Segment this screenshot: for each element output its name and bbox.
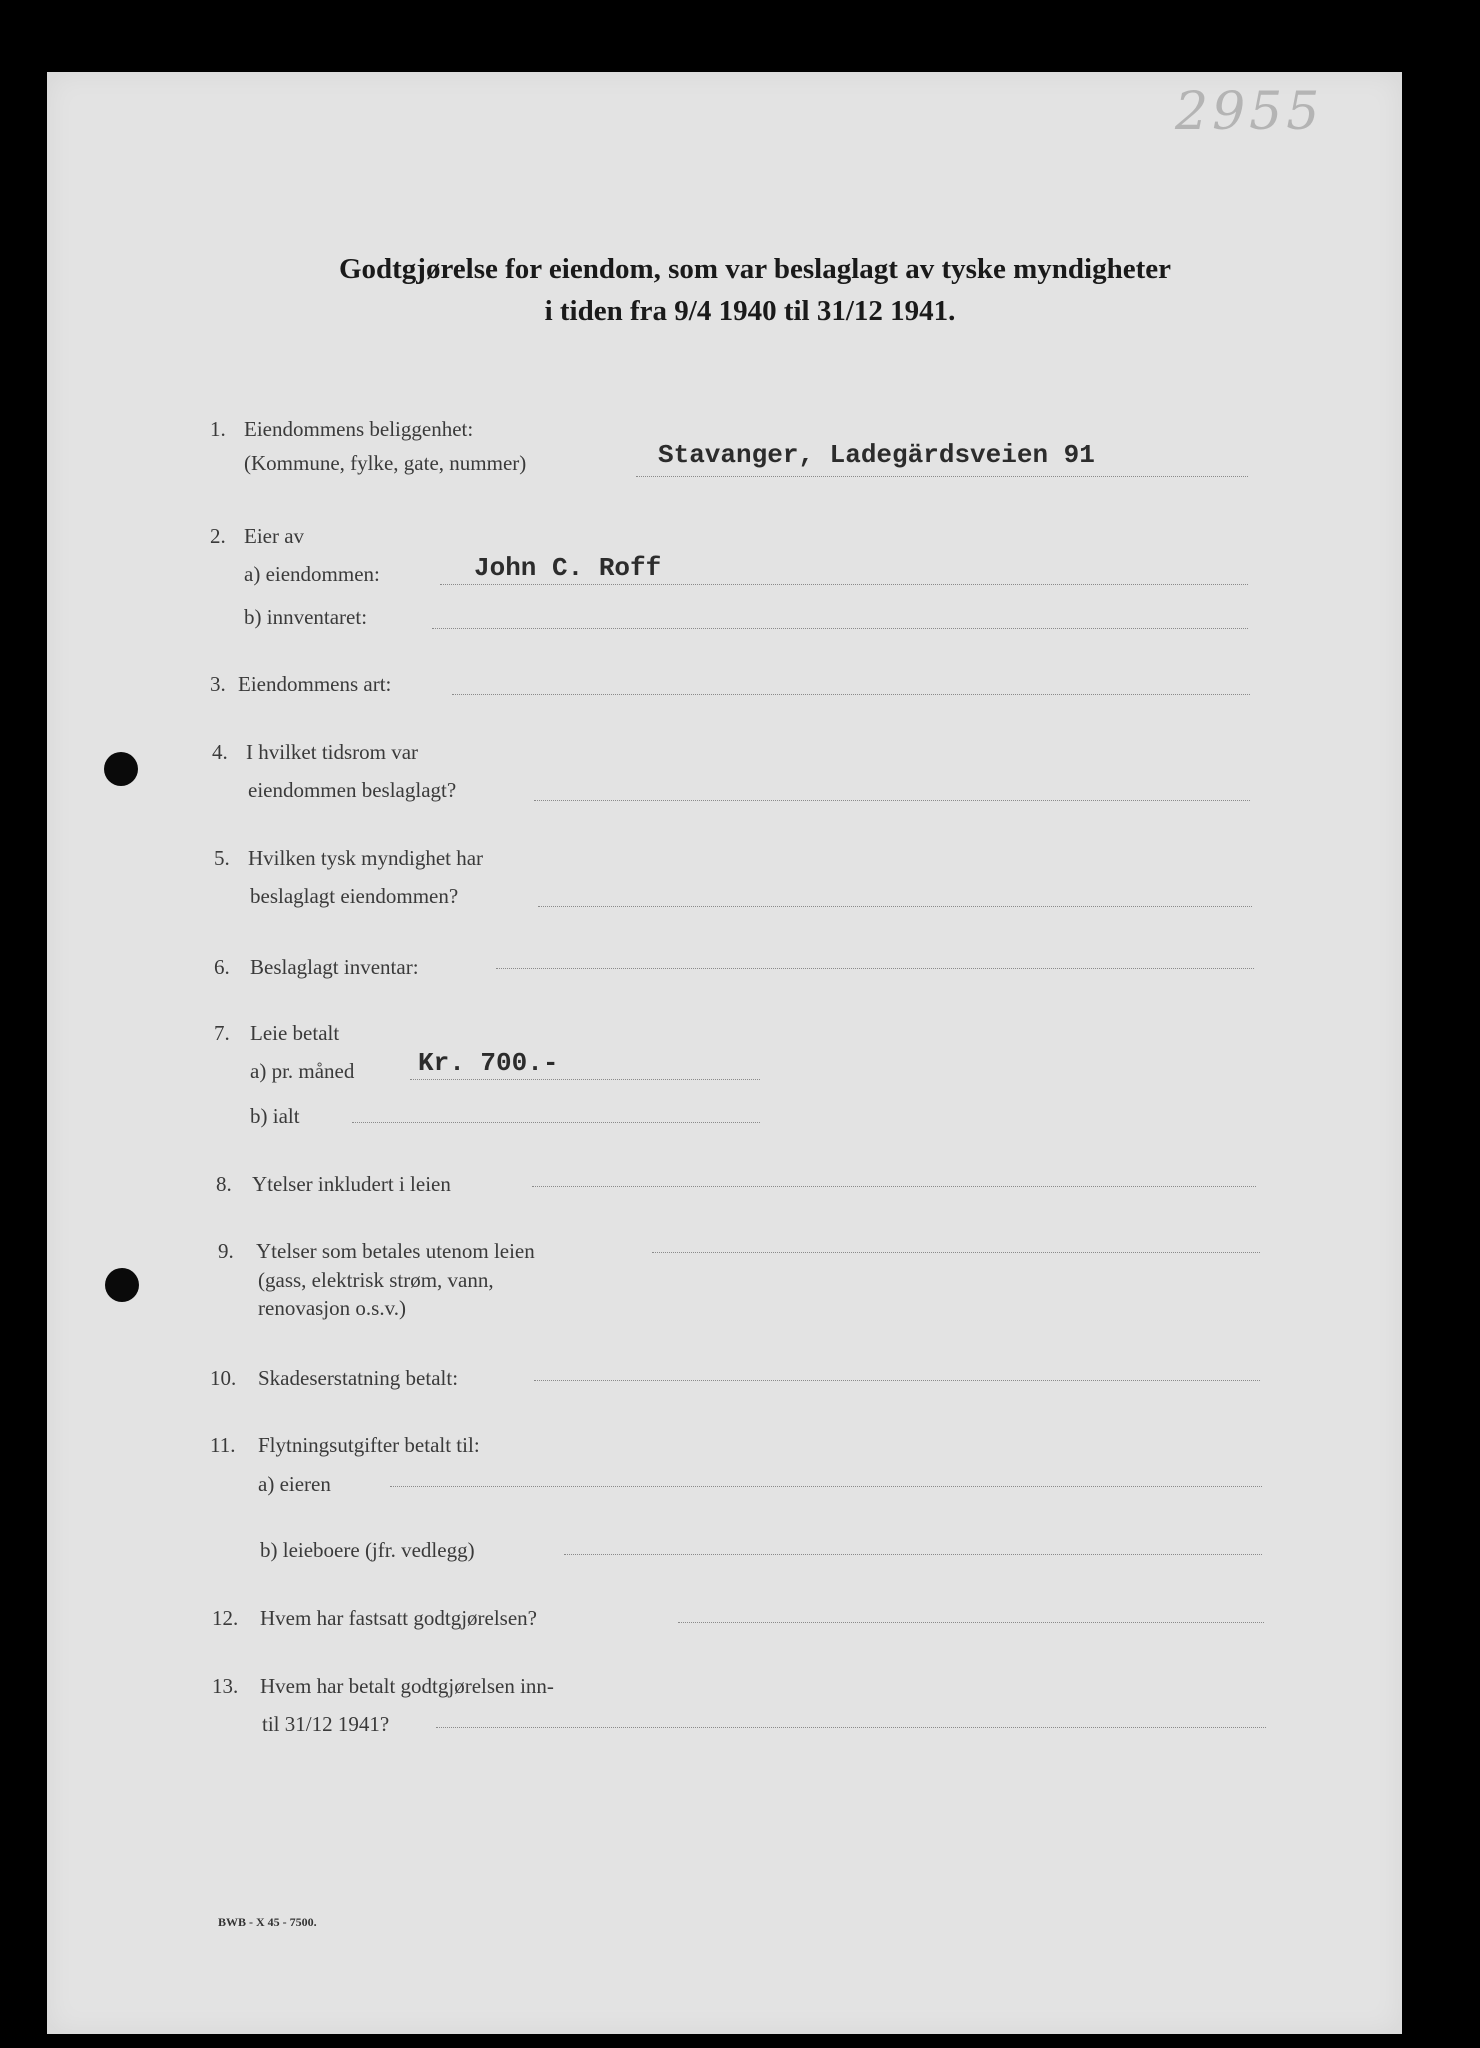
q2-label: Eier av [244, 524, 305, 548]
q2b-label: b) innventaret: [244, 605, 368, 629]
q11-number: 11. [210, 1433, 236, 1457]
q7-label: Leie betalt [250, 1021, 340, 1045]
q9-answer-line [652, 1252, 1260, 1253]
q5-label: Hvilken tysk myndighet har [248, 846, 484, 870]
q3-answer-line [452, 694, 1250, 695]
q2a-label: a) eiendommen: [244, 562, 380, 586]
q8-label: Ytelser inkludert i leien [252, 1172, 451, 1196]
q2-number: 2. [210, 524, 226, 548]
q7b-answer-line [352, 1122, 760, 1123]
form-paper [47, 72, 1402, 2034]
q1-answer: Stavanger, Ladegärdsveien 91 [658, 440, 1095, 470]
punch-hole-lower [105, 1268, 139, 1302]
q5-number: 5. [214, 846, 230, 870]
q11a-label: a) eieren [258, 1472, 331, 1496]
q10-number: 10. [210, 1366, 237, 1390]
q5-answer-line [538, 906, 1252, 907]
q7a-answer-line [410, 1079, 760, 1080]
q6-answer-line [496, 968, 1254, 969]
q7b-label: b) ialt [250, 1104, 300, 1128]
punch-hole-upper [104, 752, 138, 786]
form-title-line-2: i tiden fra 9/4 1940 til 31/12 1941. [544, 295, 956, 327]
q9-label: Ytelser som betales utenom leien [256, 1239, 535, 1263]
q8-answer-line [532, 1186, 1256, 1187]
handwritten-archive-number: 2955 [1175, 82, 1324, 142]
q13-label: Hvem har betalt godtgjørelsen inn- [260, 1674, 554, 1698]
q12-answer-line [678, 1622, 1264, 1623]
q10-answer-line [534, 1380, 1260, 1381]
form-title-line-1: Godtgjørelse for eiendom, som var beslaglagt av tyske myndigheter [338, 253, 1172, 285]
q1-number: 1. [210, 417, 226, 441]
q1-answer-line [636, 476, 1248, 477]
q13-label-2: til 31/12 1941? [262, 1712, 390, 1736]
q3-number: 3. [210, 672, 226, 696]
q2a-answer: John C. Roff [474, 553, 662, 583]
q11b-answer-line [564, 1554, 1262, 1555]
q3-label: Eiendommens art: [238, 672, 392, 696]
q4-answer-line [534, 800, 1250, 801]
q9-label-2: (gass, elektrisk strøm, vann, [258, 1268, 494, 1292]
q1-label: Eiendommens beliggenhet: [244, 417, 474, 441]
q4-label: I hvilket tidsrom var [246, 740, 419, 764]
q9-number: 9. [218, 1239, 234, 1263]
q7-number: 7. [214, 1021, 230, 1045]
q4-label-2: eiendommen beslaglagt? [248, 778, 457, 802]
q9-label-3: renovasjon o.s.v.) [258, 1296, 406, 1320]
q10-label: Skadeserstatning betalt: [258, 1366, 459, 1390]
q1-sublabel: (Kommune, fylke, gate, nummer) [244, 451, 527, 475]
q8-number: 8. [216, 1172, 232, 1196]
q4-number: 4. [212, 740, 228, 764]
q2b-answer-line [432, 628, 1248, 629]
printer-mark: BWB - X 45 - 7500. [218, 1915, 317, 1929]
q11b-label: b) leieboere (jfr. vedlegg) [260, 1538, 475, 1562]
q7a-label: a) pr. måned [250, 1059, 355, 1083]
form-title [0, 248, 1480, 332]
q12-label: Hvem har fastsatt godtgjørelsen? [260, 1606, 537, 1630]
q5-label-2: beslaglagt eiendommen? [250, 884, 459, 908]
q13-number: 13. [212, 1674, 239, 1698]
q13-answer-line [436, 1727, 1266, 1728]
q6-number: 6. [214, 955, 230, 979]
q11a-answer-line [390, 1486, 1262, 1487]
q7a-answer: Kr. 700.- [418, 1048, 559, 1078]
q2a-answer-line [440, 584, 1248, 585]
q11-label: Flytningsutgifter betalt til: [258, 1433, 480, 1457]
q12-number: 12. [212, 1606, 239, 1630]
q6-label: Beslaglagt inventar: [250, 955, 419, 979]
